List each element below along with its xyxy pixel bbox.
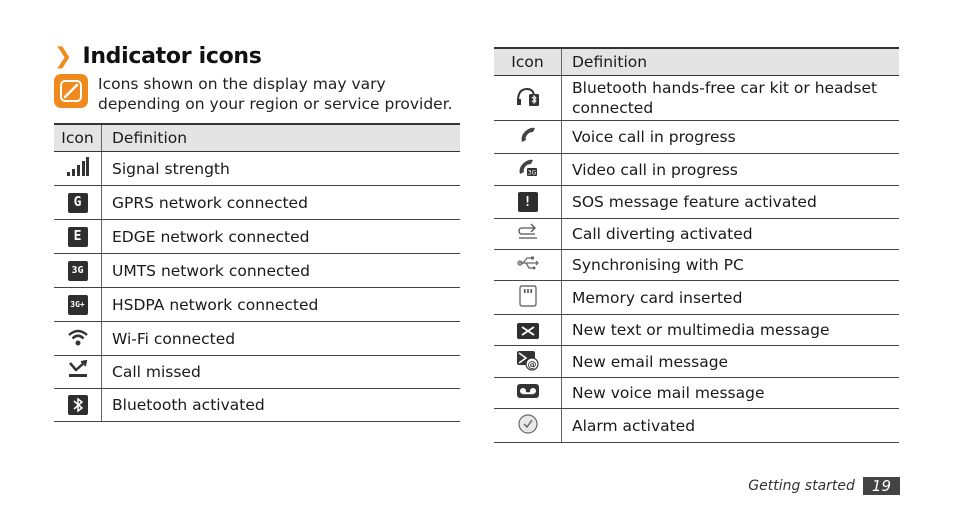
definition-cell: Signal strength [102, 152, 461, 186]
table-row [54, 220, 460, 254]
note-pen-icon [54, 74, 88, 108]
column-header-icon: Icon [54, 124, 102, 152]
page-title: Indicator icons [82, 44, 262, 69]
definition-cell: Video call in progress [562, 154, 900, 186]
definition-cell: EDGE network connected [102, 220, 461, 254]
definition-cell: Call missed [102, 356, 461, 389]
voicemail-icon [494, 378, 562, 409]
definition-cell: Bluetooth activated [102, 389, 461, 422]
memory-card-icon [494, 281, 562, 315]
column-header-definition: Definition [102, 124, 461, 152]
definition-cell: New voice mail message [562, 378, 900, 409]
indicator-table-left [54, 123, 460, 422]
signal-strength-icon [54, 152, 102, 186]
footer-section-name: Getting started [748, 478, 855, 494]
call-divert-icon [494, 219, 562, 250]
table-row [494, 121, 899, 154]
table-row [494, 281, 899, 315]
definition-cell: UMTS network connected [102, 254, 461, 288]
table-row [494, 76, 899, 121]
video-call-icon [494, 154, 562, 186]
note-text: Icons shown on the display may vary depending on your region or service provider. [98, 75, 453, 113]
sos-icon: ! [518, 192, 538, 212]
definition-cell: SOS message feature activated [562, 186, 900, 219]
definition-cell: New text or multimedia message [562, 315, 900, 346]
page-number: 19 [863, 477, 900, 495]
definition-cell: Bluetooth hands-free car kit or headset connected [562, 76, 900, 121]
voice-call-icon [494, 121, 562, 154]
definition-cell: Wi-Fi connected [102, 322, 461, 356]
definition-cell: Memory card inserted [562, 281, 900, 315]
table-row [54, 288, 460, 322]
definition-cell: New email message [562, 346, 900, 378]
svg-text:3G: 3G [527, 169, 536, 176]
table-row [494, 315, 899, 346]
hsdpa-icon: 3G+ [68, 295, 88, 315]
new-message-icon [517, 323, 539, 339]
table-header-row [494, 48, 899, 76]
new-email-icon [494, 346, 562, 378]
column-header-definition: Definition [562, 48, 900, 76]
umts-icon: 3G [68, 261, 88, 281]
note-box [54, 74, 464, 114]
chevron-right-icon: ❯ [54, 43, 73, 69]
table-row [494, 219, 899, 250]
table-row [54, 356, 460, 389]
svg-text:@: @ [527, 360, 536, 370]
alarm-icon [494, 409, 562, 443]
table-row [494, 154, 899, 186]
table-header-row [54, 124, 460, 152]
page-footer [748, 477, 900, 495]
table-row [494, 378, 899, 409]
table-row [494, 250, 899, 281]
definition-cell: Voice call in progress [562, 121, 900, 154]
table-row [494, 186, 899, 219]
definition-cell: Alarm activated [562, 409, 900, 443]
indicator-table-right [494, 47, 899, 443]
table-row [494, 409, 899, 443]
bluetooth-icon [68, 395, 88, 415]
table-row [54, 322, 460, 356]
table-row [494, 346, 899, 378]
gprs-icon: G [68, 193, 88, 213]
usb-sync-icon [494, 250, 562, 281]
definition-cell: Synchronising with PC [562, 250, 900, 281]
column-header-icon: Icon [494, 48, 562, 76]
edge-icon: E [68, 227, 88, 247]
definition-cell: GPRS network connected [102, 186, 461, 220]
table-row [54, 186, 460, 220]
definition-cell: HSDPA network connected [102, 288, 461, 322]
table-row [54, 389, 460, 422]
wifi-icon [54, 322, 102, 356]
bluetooth-headset-icon [494, 76, 562, 121]
table-row [54, 254, 460, 288]
call-missed-icon [54, 356, 102, 389]
table-row [54, 152, 460, 186]
section-heading [54, 44, 262, 69]
definition-cell: Call diverting activated [562, 219, 900, 250]
